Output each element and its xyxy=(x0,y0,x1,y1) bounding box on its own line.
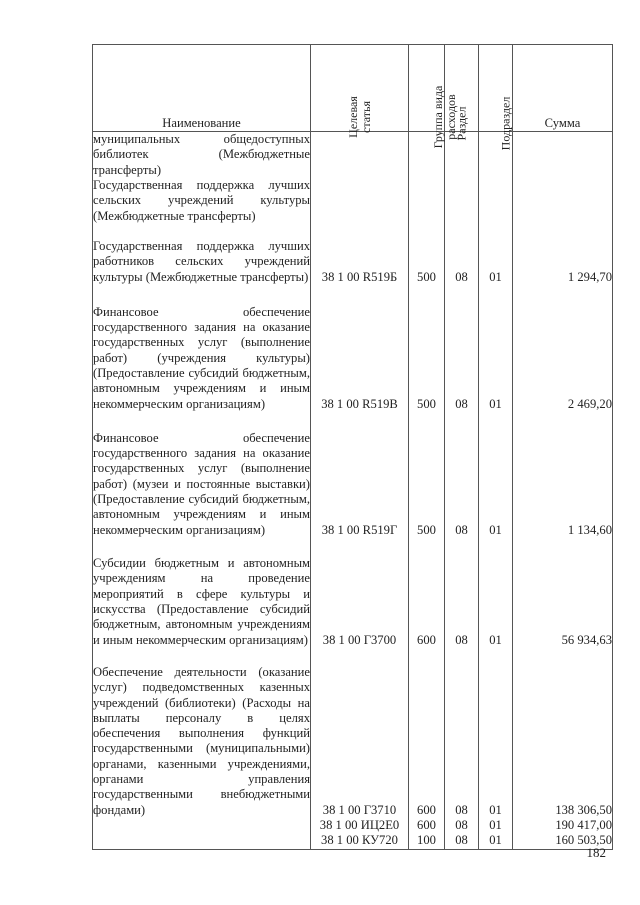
table-row xyxy=(93,538,613,648)
row-target: 38 1 00 КУ720 xyxy=(311,833,409,849)
table-row xyxy=(93,178,613,224)
row-name: Финансовое обеспечение государственного задания на оказание государственных услуг (выполнение работ) (музеи и постоянные выставки) (Предоставление субсидий бюджетным, автономным учреждениям и иным некоммерческим организациям) xyxy=(93,412,311,538)
row-subsection: 01 xyxy=(479,224,513,285)
row-section: 08 xyxy=(445,818,479,833)
row-sum xyxy=(513,178,613,224)
row-section: 08 xyxy=(445,412,479,538)
row-section: 08 xyxy=(445,538,479,648)
row-group: 500 xyxy=(409,224,445,285)
header-name: Наименование xyxy=(93,45,311,132)
row-subsection: 01 xyxy=(479,648,513,818)
header-target: Целевая статья xyxy=(311,45,409,132)
table-row xyxy=(93,224,613,285)
row-target: 38 1 00 R519Г xyxy=(311,412,409,538)
row-group xyxy=(409,178,445,224)
row-target: 38 1 00 R519Б xyxy=(311,224,409,285)
row-target: 38 1 00 Г3710 xyxy=(311,648,409,818)
row-group: 600 xyxy=(409,818,445,833)
row-name: Обеспечение деятельности (оказание услуг) подведомственных казенных учреждений (библиотеки) (Расходы на выплаты персоналу в целях обеспечения выполнения функций государственными (муниципальными) органами, казенными учреждениями, органами управления государственными внебюджетными фондами) xyxy=(93,648,311,818)
row-name: муниципальных общедоступных библиотек (Межбюджетные трансферты) xyxy=(93,132,310,177)
header-section: Раздел xyxy=(445,45,479,132)
row-section: 08 xyxy=(445,285,479,412)
row-section: 08 xyxy=(445,224,479,285)
row-target: 38 1 00 ИЦ2Е0 xyxy=(311,818,409,833)
row-subsection: 01 xyxy=(479,538,513,648)
row-name: Субсидии бюджетным и автономным учреждениям на проведение мероприятий в сфере культуры и искусства (Предоставление субсидий бюджетным, автономным учреждениям и иным некоммерческим организациям) xyxy=(93,538,311,648)
row-name xyxy=(93,833,311,849)
row-target: 38 1 00 R519В xyxy=(311,285,409,412)
row-sum: 1 294,70 xyxy=(513,224,613,285)
row-subsection: 01 xyxy=(479,285,513,412)
row-sum: 2 469,20 xyxy=(513,285,613,412)
row-group: 500 xyxy=(409,412,445,538)
table-row xyxy=(93,412,613,538)
row-section: 08 xyxy=(445,833,479,849)
budget-table xyxy=(92,44,613,850)
table-header-row xyxy=(93,45,613,132)
row-subsection xyxy=(479,178,513,224)
row-section xyxy=(445,178,479,224)
table-row xyxy=(93,648,613,818)
table-row xyxy=(93,818,613,833)
row-group: 100 xyxy=(409,833,445,849)
row-group: 600 xyxy=(409,648,445,818)
row-sum: 56 934,63 xyxy=(513,538,613,648)
row-subsection: 01 xyxy=(479,412,513,538)
row-subsection: 01 xyxy=(479,833,513,849)
header-expense-group: Группа вида расходов xyxy=(409,45,445,132)
row-sum: 138 306,50 xyxy=(513,648,613,818)
row-target xyxy=(311,178,409,224)
row-section: 08 xyxy=(445,648,479,818)
row-name: Государственная поддержка лучших работников сельских учреждений культуры (Межбюджетные трансферты) xyxy=(93,224,311,285)
row-name: Государственная поддержка лучших сельских учреждений культуры (Межбюджетные трансферты) xyxy=(93,178,310,223)
row-name: Финансовое обеспечение государственного задания на оказание государственных услуг (выполнение работ) (учреждения культуры) (Предоставление субсидий бюджетным, автономным учреждениям и иным некоммерческим организациям) xyxy=(93,285,311,412)
header-sum: Сумма xyxy=(513,45,613,132)
row-subsection: 01 xyxy=(479,818,513,833)
row-name xyxy=(93,818,311,833)
row-sum: 160 503,50 xyxy=(513,833,613,849)
row-group: 500 xyxy=(409,285,445,412)
row-sum xyxy=(513,132,613,178)
header-subsection: Подраздел xyxy=(479,45,513,132)
row-sum: 1 134,60 xyxy=(513,412,613,538)
row-target: 38 1 00 Г3700 xyxy=(311,538,409,648)
row-group: 600 xyxy=(409,538,445,648)
page-number: 182 xyxy=(586,845,606,860)
table-row xyxy=(93,285,613,412)
row-sum: 190 417,00 xyxy=(513,818,613,833)
table-row xyxy=(93,833,613,849)
